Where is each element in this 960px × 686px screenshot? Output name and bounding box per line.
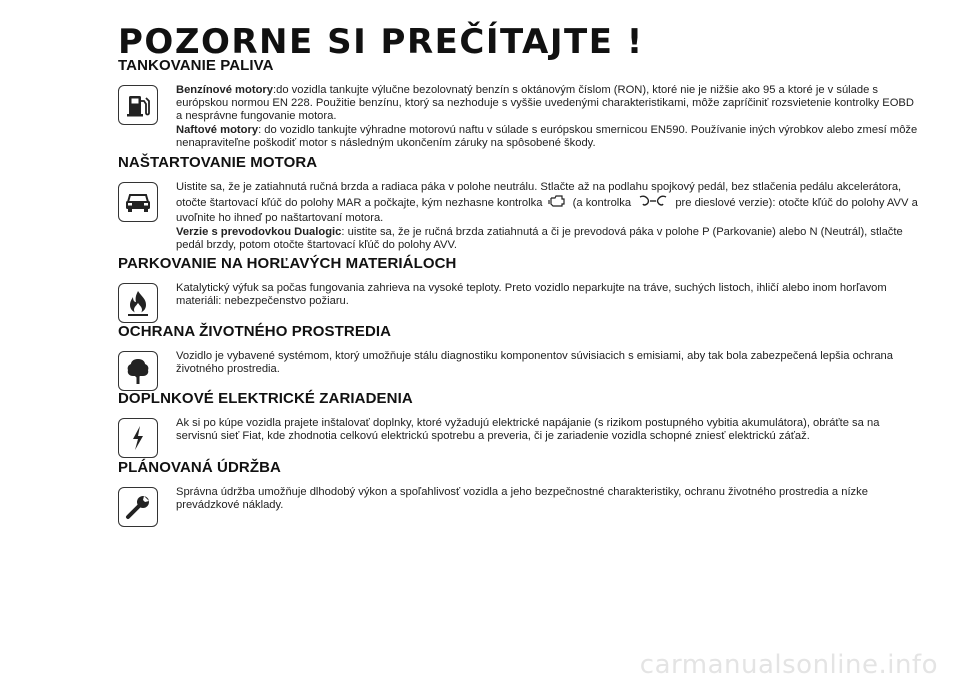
lightning-icon: [118, 418, 158, 458]
section-electrical: [118, 390, 918, 443]
page-title: POZORNE SI PREČÍTAJTE !: [118, 22, 644, 62]
section-heading: PLÁNOVANÁ ÚDRŽBA: [118, 459, 281, 476]
maintenance-text: Správna údržba umožňuje dlhodobý výkon a spoľahlivosť vozidla a jeho bezpečnostné charakteristiky, ochranu životného prostredia a nízke prevádzkové náklady.: [176, 486, 868, 512]
car-icon: [118, 182, 158, 222]
section-heading: PARKOVANIE NA HORĽAVÝCH MATERIÁLOCH: [118, 255, 457, 272]
section-parking: [118, 255, 918, 308]
section-heading: TANKOVANIE PALIVA: [118, 57, 274, 74]
watermark: carmanualsonline.info: [639, 650, 938, 680]
section-heading: OCHRANA ŽIVOTNÉHO PROSTREDIA: [118, 323, 392, 340]
section-start-engine: [118, 154, 918, 252]
eobd-warning-icon: [548, 194, 568, 212]
fuel-paragraph-petrol: Benzínové motory:do vozidla tankujte výlučne bezolovnatý benzín s oktánovým číslom (RON), ktoré nie je nižšie ako 95 a ktoré je v súlade s európskou normou EN 228. Použitie benzínu, ktorý sa nezhoduje s vyššie uvedenými charakteristikami, môže zapríčiniť rozsvietenie kontrolky EOBD a nesprávne fungovanie motora.: [176, 84, 914, 123]
section-maintenance: [118, 459, 918, 512]
environment-text: Vozidlo je vybavené systémom, ktorý umožňuje stálu diagnostiku komponentov súvisiacich s emisiami, aby tak bola zabezpečená lepšia ochrana životného prostredia.: [176, 350, 893, 376]
glow-plug-icon: [636, 194, 670, 212]
electrical-text: Ak si po kúpe vozidla prajete inštalovať doplnky, ktoré vyžadujú elektrické napájanie (s rizikom postupného vybitia akumulátora), obráťte sa na servisnú sieť Fiat, kde zhodnotia celkovú elektrickú spotrebu a preveria, či je zariadenie vozidla schopné zniesť elektrickú záťaž.: [176, 417, 880, 443]
fuel-paragraph-diesel: Naftové motory: do vozidlo tankujte výhradne motorovú naftu v súlade s európskou smernicou EN590. Používanie iných výrobkov alebo zmesí môže nenapraviteľne poškodiť motor s následným ukončením záruky na spôsobené škody.: [176, 123, 918, 149]
start-paragraph-dualogic: Verzie s prevodovkou Dualogic: uistite sa, že je ručná brzda zatiahnutá a či je prevodová páka v polohe P (Parkovanie) alebo N (Neutrál), stlačte pedál brzdy, potom otočte štartovací kľúč do polohy AVV.: [176, 225, 903, 251]
start-paragraph: Uistite sa, že je zatiahnutá ručná brzda a radiaca páka v polohe neutrálu. Stlačte až na podlahu spojkový pedál, bez stlačenia pedálu akcelerátora, otočte štartovací kľúč do polohy MAR a počkajte, kým nezhasne kontrolka (a kontrolka pre dieslové verzie): otočte kľúč do polohy AVV a uvoľnite ho ihneď po naštartovaní motora.: [176, 181, 918, 225]
section-heading: DOPLNKOVÉ ELEKTRICKÉ ZARIADENIA: [118, 390, 413, 407]
section-environment: [118, 323, 918, 376]
tree-icon: [118, 351, 158, 391]
section-fuel: [118, 57, 918, 150]
parking-text: Katalytický výfuk sa počas fungovania zahrieva na vysoké teploty. Preto vozidlo neparkujte na tráve, suchých listoch, ihličí alebo inom horľavom materiáli: nebezpečenstvo požiaru.: [176, 282, 887, 308]
flame-icon: [118, 283, 158, 323]
section-heading: NAŠTARTOVANIE MOTORA: [118, 154, 318, 171]
fuel-pump-icon: [118, 85, 158, 125]
wrench-icon: [118, 487, 158, 527]
